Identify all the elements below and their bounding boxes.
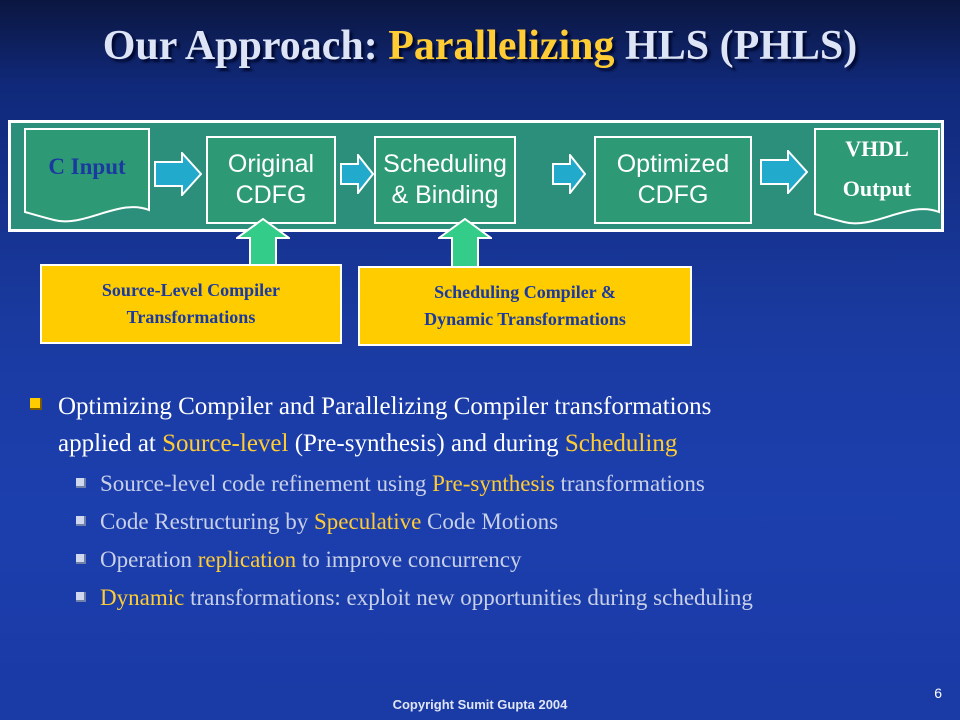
c-input-document: [24, 128, 150, 224]
text-span: Code Motions: [421, 509, 559, 534]
sub-bullet-square-icon: [76, 554, 86, 564]
bullet-square-icon: [30, 398, 42, 410]
optimized-cdfg-box: Optimized CDFG: [594, 136, 752, 224]
text-span: applied at: [58, 430, 163, 457]
highlight-span: Source-level: [162, 430, 289, 457]
slide-title: [0, 22, 960, 70]
up-arrow-icon: [236, 218, 290, 266]
right-arrow-icon: [552, 154, 586, 194]
copyright-footer: Copyright Sumit Gupta 2004: [392, 697, 568, 712]
text-span: (Pre-synthesis) and during: [288, 430, 565, 457]
right-arrow-icon: [760, 150, 808, 194]
sub-bullet-1: [100, 472, 930, 496]
main-bullet-line2: [58, 425, 918, 462]
text-span: transformations: [554, 471, 705, 496]
main-bullet: [58, 388, 918, 462]
highlight-span: Speculative: [314, 509, 422, 534]
text-span: to improve concurrency: [296, 547, 522, 572]
sub-bullet-square-icon: [76, 478, 86, 488]
text-span: transformations: exploit new opportunities during scheduling: [184, 585, 753, 610]
highlight-span: replication: [197, 547, 297, 572]
vhdl-output-document: [814, 128, 940, 228]
text-span: Operation: [100, 547, 198, 572]
title-part1: Our Approach:: [102, 23, 389, 69]
text-span: Source-level code refinement using: [100, 471, 433, 496]
right-arrow-icon: [340, 154, 374, 194]
vhdl-output-label-line2: Output: [842, 176, 912, 201]
highlight-span: Dynamic: [100, 585, 185, 610]
highlight-span: Scheduling: [564, 430, 678, 457]
original-cdfg-box: Original CDFG: [206, 136, 336, 224]
sub-bullet-3: [100, 548, 930, 572]
sub-bullet-4: [100, 586, 890, 610]
title-part2: HLS (PHLS): [614, 23, 858, 69]
highlight-span: Pre-synthesis: [432, 471, 555, 496]
up-arrow-icon: [438, 218, 492, 268]
right-arrow-icon: [154, 152, 202, 196]
page-number: 6: [934, 685, 942, 701]
scheduling-binding-box: Scheduling & Binding: [374, 136, 516, 224]
scheduling-compiler-callout: Scheduling Compiler & Dynamic Transformations: [358, 266, 692, 346]
text-span: Code Restructuring by: [100, 509, 314, 534]
title-highlight: Parallelizing: [388, 23, 615, 69]
c-input-label: C Input: [48, 154, 126, 179]
source-level-callout: Source-Level Compiler Transformations: [40, 264, 342, 344]
main-bullet-line1: Optimizing Compiler and Parallelizing Compiler transformations: [58, 393, 712, 420]
vhdl-output-label-line1: VHDL: [845, 136, 909, 161]
sub-bullet-square-icon: [76, 592, 86, 602]
sub-bullet-2: [100, 510, 930, 534]
sub-bullet-square-icon: [76, 516, 86, 526]
